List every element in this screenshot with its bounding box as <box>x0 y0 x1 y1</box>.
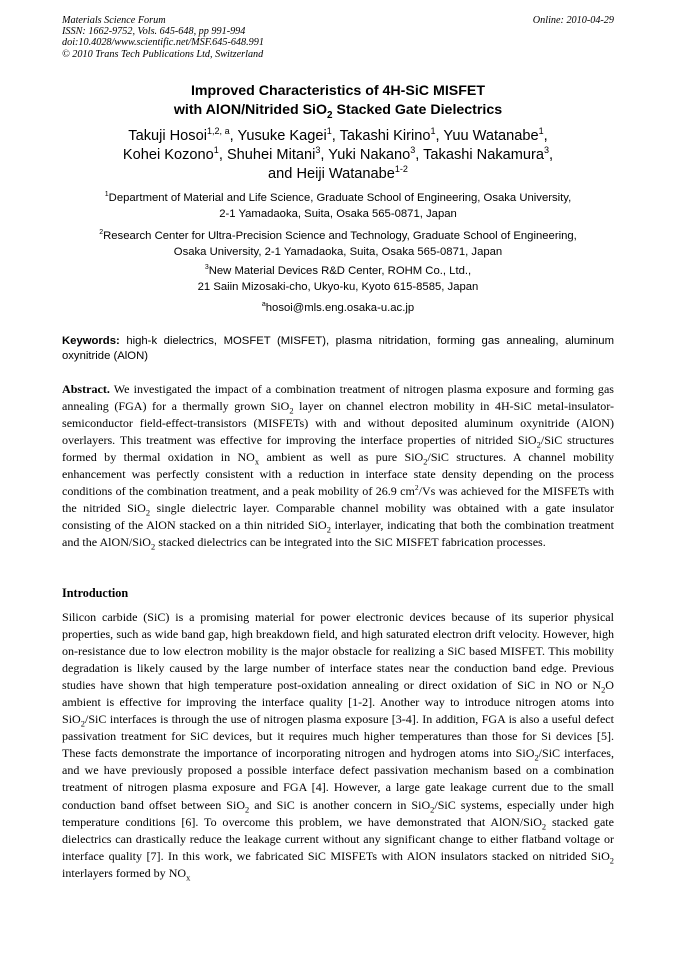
online-date: Online: 2010-04-29 <box>532 15 614 26</box>
paper-title <box>62 82 614 119</box>
author-separator: , <box>435 128 444 144</box>
subscript: 2 <box>430 803 435 814</box>
affiliation-2 <box>62 229 614 260</box>
email-address: hosoi@mls.eng.osaka-u.ac.jp <box>265 302 415 314</box>
abstract-text: /SiC structures formed by thermal oxidation in NO <box>62 433 614 465</box>
abstract-text: /Vs was achieved for the MISFETs with the nitrided SiO <box>62 484 614 516</box>
corresponding-email <box>62 301 614 317</box>
subscript: 2 <box>541 820 547 831</box>
title-subscript: 2 <box>327 109 333 121</box>
subscript: 2 <box>145 507 151 518</box>
subscript: 2 <box>423 456 428 467</box>
intro-text: and SiC is another concern in SiO <box>249 797 431 812</box>
author-affil-mark: 3 <box>544 145 550 156</box>
intro-text: Silicon carbide (SiC) is a promising material for power electronic devices because of its superior physical properties, such as wide band gap, high breakdown field, and high saturated electron drift velocity. However, high on-resistance due to low electron mobility is the major obstacle for realizing a SiC based MISFET. This mobility degradation is likely caused by the large number of interface states near the conduction band edge. Previous studies have shown that high temperature post-oxidation annealing or direct oxidation of SiC in NO or N <box>62 610 614 693</box>
subscript: 2 <box>601 684 606 695</box>
author-affil-mark: 1,2, a <box>206 126 230 137</box>
title-line-2a: with AlON/Nitrided SiO <box>173 101 328 118</box>
author-list <box>62 127 614 184</box>
keywords-label: Keywords: <box>62 335 120 347</box>
author-affil-mark: 1 <box>538 126 544 137</box>
author: Yuu Watanabe <box>443 128 539 144</box>
subscript: 2 <box>326 524 331 535</box>
author: Yuki Nakano <box>328 147 411 163</box>
intro-text: /SiC interfaces is through the use of nitrogen plasma exposure [3-4]. In addition, FGA is also a useful defect passivation treatment for SiC devices, but it requires much higher temperatures than those for Si devices [5]. These facts demonstrate the importance of incorporating nitrogen and hydrogen atoms into SiO <box>62 712 614 761</box>
affiliation-mark: 1 <box>104 191 109 199</box>
author-affil-mark: 3 <box>315 145 321 156</box>
author: Takuji Hosoi <box>128 128 207 144</box>
intro-text: O ambient is effective for improving the interface quality [1-2]. Another way to introduce nitrogen atoms into SiO <box>62 678 614 727</box>
affiliation-line: Department of Material and Life Science, Graduate School of Engineering, Osaka University, <box>108 192 572 204</box>
keywords <box>62 334 614 364</box>
affiliation-line: 21 Saiin Mizosaki-cho, Ukyo-ku, Kyoto 615-8585, Japan <box>197 280 479 293</box>
subscript: x <box>186 872 191 883</box>
affiliation-3 <box>62 264 614 295</box>
author: Shuhei Mitani <box>226 147 316 163</box>
abstract-text: /SiC structures. A channel mobility enhancement was perfectly consistent with a reduction in interface state density depending on the process conditions of the combination treatment, and a peak mobility of 26.9 cm <box>62 450 615 499</box>
affiliation-line: Research Center for Ultra-Precision Science and Technology, Graduate School of Engineering, <box>103 230 577 242</box>
journal-doi: doi:10.4028/www.scientific.net/MSF.645-648.991 <box>62 37 264 49</box>
intro-text: stacked gate dielectrics can drastically reduce the leakage current without any significant change to either flatband voltage or interface quality [7]. In this work, we fabricated SiC MISFETs with AlON insulators stacked on nitrided SiO <box>62 814 614 863</box>
journal-name: Materials Science Forum <box>62 15 166 26</box>
journal-header <box>62 15 264 60</box>
superscript: 2 <box>414 483 419 493</box>
introduction-text <box>62 609 614 882</box>
author-separator: , <box>320 147 329 163</box>
author-separator: , <box>331 128 340 144</box>
author-affil-mark: 1 <box>430 126 436 137</box>
journal-copyright: © 2010 Trans Tech Publications Ltd, Switzerland <box>62 48 264 60</box>
author-separator: , <box>218 147 227 163</box>
abstract-text: interlayer, indicating that both the combination treatment and the AlON/SiO <box>62 518 614 550</box>
author: Takashi Kirino <box>339 128 431 144</box>
affiliation-mark: 2 <box>99 229 104 237</box>
author: and Heiji Watanabe <box>268 166 395 182</box>
title-line-1: Improved Characteristics of 4H-SiC MISFET <box>190 83 486 99</box>
author-affil-mark: 1 <box>213 145 219 156</box>
affiliation-line: Osaka University, 2-1 Yamadaoka, Suita, Osaka 565-0871, Japan <box>173 245 503 258</box>
journal-issn: ISSN: 1662-9752, Vols. 645-648, pp 991-994 <box>62 26 246 38</box>
author: Takashi Nakamura <box>423 147 544 163</box>
intro-text: /SiC interfaces, and we have previously proposed a possible interface defect passivation mechanism based on a combination treatment of nitrogen plasma exposure and FGA [4]. However, a large gate leakage current due to the small conduction band offset between SiO <box>62 746 614 812</box>
abstract-text: stacked dielectrics can be integrated into the SiC MISFET fabrication processes. <box>155 535 546 550</box>
keywords-text: high-k dielectrics, MOSFET (MISFET), plasma nitridation, forming gas annealing, aluminum oxynitride (AlON) <box>62 335 614 363</box>
subscript: 2 <box>609 855 614 866</box>
email-mark: a <box>261 301 266 309</box>
author: Kohei Kozono <box>122 147 214 163</box>
section-heading-introduction: Introduction <box>62 586 129 600</box>
abstract-label: Abstract. <box>62 382 110 396</box>
author-affil-mark: 1 <box>326 126 332 137</box>
subscript: 2 <box>534 752 539 763</box>
subscript: 2 <box>289 405 294 416</box>
abstract-text: layer on channel electron mobility in 4H-SiC metal-insulator-semiconductor field-effect-transistors (MISFETs) with and without deposited aluminum oxynitride (AlON) overlayers. This treatment was effective for improving the interface properties of nitrided SiO <box>62 399 615 448</box>
author-affil-mark: 3 <box>410 145 416 156</box>
abstract-text: single dielectric layer. Comparable channel mobility was obtained with a gate insulator consisting of the AlON stacked on a thin nitrided SiO <box>62 501 614 533</box>
subscript: 2 <box>245 803 250 814</box>
affiliation-mark: 3 <box>204 264 209 272</box>
affiliation-1 <box>62 191 614 222</box>
subscript: 2 <box>536 439 541 450</box>
subscript: 2 <box>151 541 156 552</box>
abstract <box>62 381 614 551</box>
subscript: 2 <box>80 718 85 729</box>
author: Yusuke Kagei <box>237 128 327 144</box>
title-line-2b: Stacked Gate Dielectrics <box>332 101 503 118</box>
affiliation-line: New Material Devices R&D Center, ROHM Co., Ltd., <box>208 265 472 277</box>
intro-text: /SiC systems, especially under high temperature conditions [6]. To overcome this problem, we have demonstrated that AlON/SiO <box>62 797 614 829</box>
affiliation-line: 2-1 Yamadaoka, Suita, Osaka 565-0871, Japan <box>219 207 457 220</box>
author-affil-mark: 1-2 <box>394 164 408 175</box>
author-separator: , <box>543 128 548 144</box>
author-separator: , <box>549 147 554 163</box>
author-separator: , <box>229 128 238 144</box>
intro-text: interlayers formed by NO <box>62 865 187 880</box>
subscript: x <box>254 456 260 467</box>
abstract-text: We investigated the impact of a combination treatment of nitrogen plasma exposure and forming gas annealing (FGA) for a thermally grown SiO <box>62 382 614 414</box>
abstract-text: ambient as well as pure SiO <box>259 450 424 465</box>
author-separator: , <box>415 147 424 163</box>
